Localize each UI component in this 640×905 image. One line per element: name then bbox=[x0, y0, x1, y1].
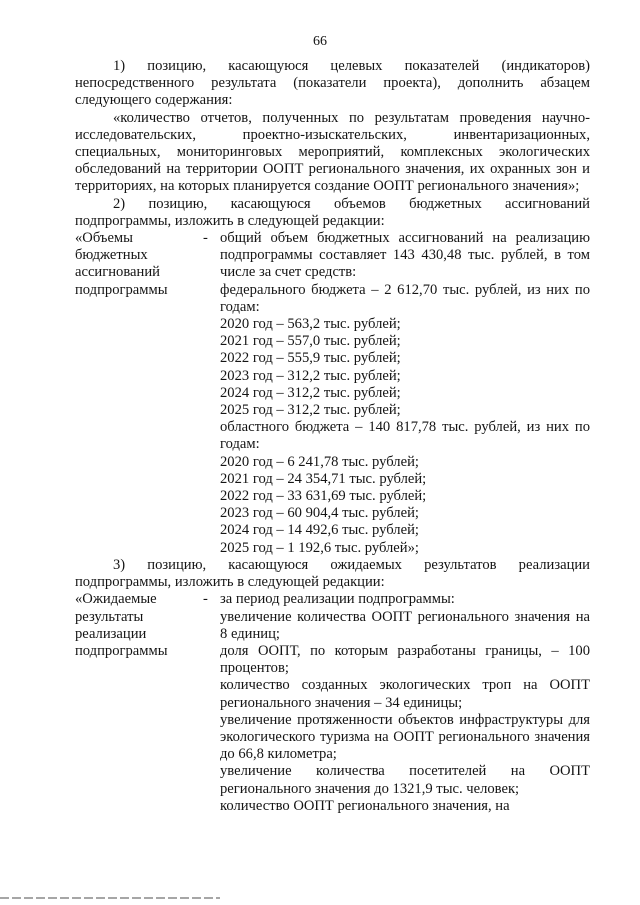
budget-line: 2022 год – 33 631,69 тыс. рублей; bbox=[220, 488, 427, 505]
budget-line: 2024 год – 312,2 тыс. рублей; bbox=[220, 384, 401, 401]
results-item: доля ООПТ, по которым разработаны границы, – 100 процентов; bbox=[220, 642, 590, 677]
document-body bbox=[75, 58, 590, 815]
results-label-line: подпрограммы bbox=[75, 642, 168, 659]
paragraph-3: 2) позицию, касающуюся объемов бюджетных ассигнований подпрограммы, изложить в следующей редакции: bbox=[75, 195, 590, 229]
budget-line: 2024 год – 14 492,6 тыс. рублей; bbox=[220, 522, 419, 539]
results-item: количество ООПТ регионального значения, на bbox=[220, 797, 510, 814]
budget-line: 2025 год – 312,2 тыс. рублей; bbox=[220, 402, 401, 419]
budget-label-line: «Объемы bbox=[75, 230, 133, 247]
page-number: 66 bbox=[313, 34, 327, 49]
budget-line: 2021 год – 24 354,71 тыс. рублей; bbox=[220, 470, 427, 487]
budget-line: 2022 год – 555,9 тыс. рублей; bbox=[220, 350, 401, 367]
results-block bbox=[75, 591, 590, 815]
results-label-line: реализации bbox=[75, 625, 147, 642]
budget-line: федерального бюджета – 2 612,70 тыс. рублей, из них по годам: bbox=[220, 281, 590, 315]
results-item: увеличение количества ООПТ регионального значения на 8 единиц; bbox=[220, 608, 590, 642]
paragraph-1: 1) позицию, касающуюся целевых показателей (индикаторов) непосредственного результата (показатели проекта), дополнить абзацем следующего содержания: bbox=[75, 58, 590, 109]
budget-label-line: бюджетных bbox=[75, 247, 148, 264]
results-label-line: результаты bbox=[75, 608, 144, 625]
results-item: за период реализации подпрограммы: bbox=[220, 591, 455, 608]
budget-line: областного бюджета – 140 817,78 тыс. рублей, из них по годам: bbox=[220, 419, 590, 453]
results-item: увеличение количества посетителей на ООПТ регионального значения до 1321,9 тыс. человек; bbox=[220, 763, 590, 797]
footer-scan-artifact bbox=[0, 897, 220, 899]
budget-label-line: подпрограммы bbox=[75, 281, 168, 298]
budget-label bbox=[75, 230, 220, 557]
results-content bbox=[220, 591, 590, 815]
budget-content bbox=[220, 230, 590, 557]
budget-line: 2020 год – 563,2 тыс. рублей; bbox=[220, 316, 401, 333]
budget-line: 2025 год – 1 192,6 тыс. рублей»; bbox=[220, 539, 419, 556]
budget-line: общий объем бюджетных ассигнований на реализацию подпрограммы составляет 143 430,48 тыс. рублей, в том числе за счет средств: bbox=[220, 230, 590, 281]
budget-line: 2023 год – 60 904,4 тыс. рублей; bbox=[220, 505, 419, 522]
budget-label-line: ассигнований bbox=[75, 264, 160, 281]
results-item: увеличение протяженности объектов инфраструктуры для экологического туризма на ООПТ регионального значения до 66,8 километра; bbox=[220, 711, 590, 763]
budget-line: 2021 год – 557,0 тыс. рублей; bbox=[220, 333, 401, 350]
results-label bbox=[75, 591, 220, 815]
paragraph-2: «количество отчетов, полученных по результатам проведения научно-исследовательских, проектно-изыскательских, инвентаризационных, специальных, мониторинговых мероприятий, комплексных экологических обследований на территории ООПТ регионального значения, их охранных зон и территориях, на которых планируется создание ООПТ регионального значения»; bbox=[75, 109, 590, 195]
budget-line: 2020 год – 6 241,78 тыс. рублей; bbox=[220, 453, 419, 470]
paragraph-4: 3) позицию, касающуюся ожидаемых результатов реализации подпрограммы, изложить в следующей редакции: bbox=[75, 556, 590, 591]
results-label-line: «Ожидаемые bbox=[75, 591, 157, 608]
budget-line: 2023 год – 312,2 тыс. рублей; bbox=[220, 367, 401, 384]
results-item: количество созданных экологических троп на ООПТ регионального значения – 34 единицы; bbox=[220, 677, 590, 711]
budget-dash: - bbox=[203, 230, 208, 247]
results-dash: - bbox=[203, 591, 208, 608]
budget-block bbox=[75, 230, 590, 557]
